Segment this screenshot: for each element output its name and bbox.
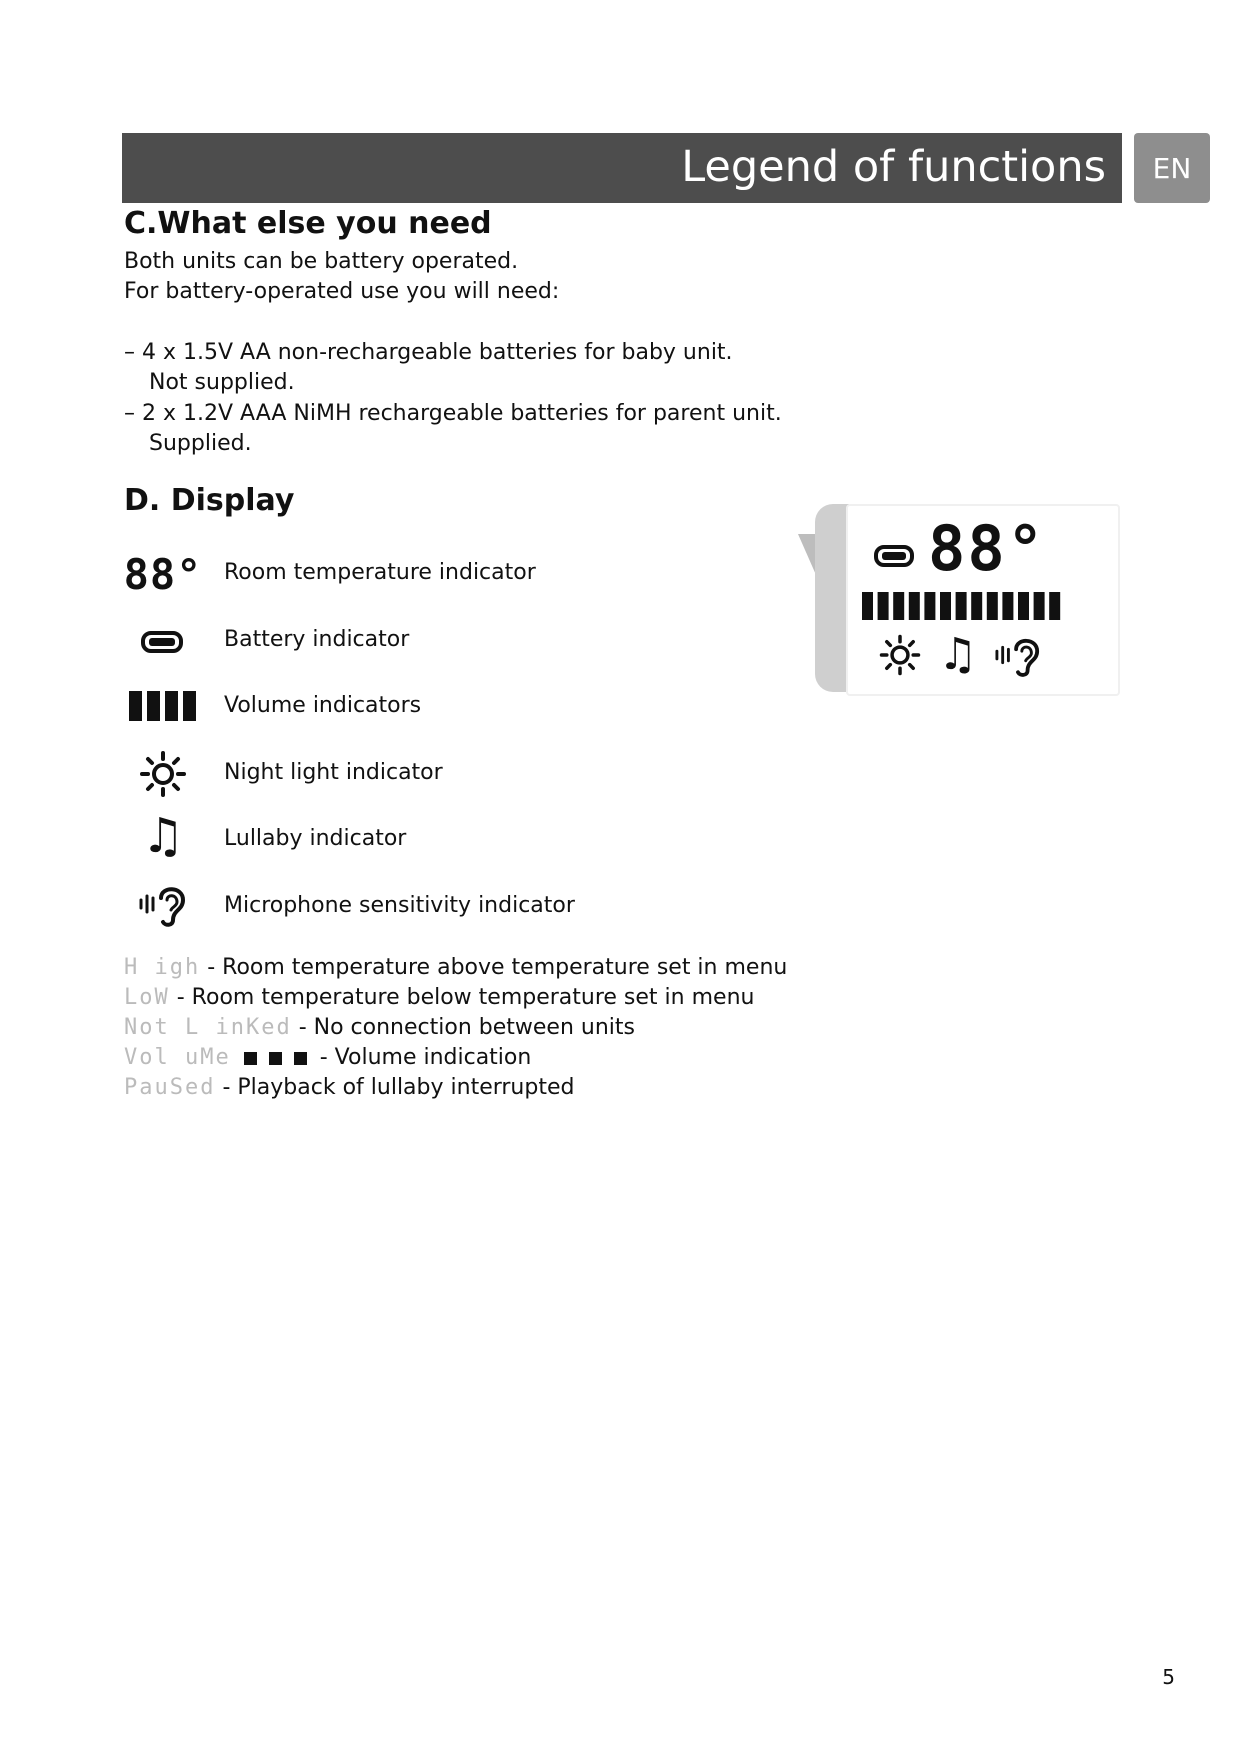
page-title: Legend of functions [681, 142, 1106, 192]
lcd-text: H igh [124, 955, 201, 980]
indicator-label-lullaby: Lullaby indicator [224, 826, 407, 851]
volume-segment [940, 592, 951, 620]
language-tab: EN [1134, 133, 1210, 203]
status-description: - Playback of lullaby interrupted [222, 1075, 575, 1100]
temperature-digits-icon: 88° [123, 549, 203, 599]
status-line-high [124, 955, 787, 980]
display-volume-bar [862, 590, 1066, 622]
status-line-paused [124, 1075, 574, 1100]
display-icon-row [878, 629, 1043, 680]
battery-icon [124, 624, 202, 660]
header-bar [122, 133, 1122, 203]
status-description: - No connection between units [298, 1015, 635, 1040]
battery-item-2-note: Supplied. [149, 431, 252, 456]
volume-segment [924, 592, 935, 620]
lcd-text: Vol uMe [124, 1045, 231, 1070]
status-description: - Room temperature above temperature set in menu [207, 955, 788, 980]
display-illustration [790, 498, 1130, 708]
battery-item-2: – 2 x 1.2V AAA NiMH rechargeable batteries for parent unit. [124, 401, 782, 426]
volume-segment [1049, 592, 1060, 620]
volume-segment [1018, 592, 1029, 620]
display-lullaby-icon: ♫ [938, 629, 978, 680]
status-line-not-linked [124, 1015, 635, 1040]
lullaby-note-icon: ♫ [141, 808, 185, 864]
section-d-heading: D. Display [124, 483, 295, 518]
volume-segment [956, 592, 967, 620]
display-temperature: 88° [928, 512, 1046, 585]
volume-segment [878, 592, 889, 620]
section-c-heading: C.What else you need [124, 206, 492, 241]
volume-square [294, 1052, 307, 1065]
indicator-label-microphone: Microphone sensitivity indicator [224, 893, 575, 918]
volume-segment [1034, 592, 1045, 620]
volume-segment [971, 592, 982, 620]
volume-segment [1002, 592, 1013, 620]
volume-segment [893, 592, 904, 620]
battery-item-1-note: Not supplied. [149, 370, 295, 395]
volume-square [244, 1052, 257, 1065]
display-night-light-icon [878, 633, 922, 677]
page-number: 5 [1162, 1665, 1175, 1689]
night-light-icon [124, 748, 202, 800]
status-description: - Room temperature below temperature set in menu [176, 985, 755, 1010]
display-screen [846, 504, 1120, 696]
indicator-label-volume: Volume indicators [224, 693, 422, 718]
lcd-text: PauSed [124, 1075, 216, 1100]
display-bezel [815, 504, 849, 692]
volume-segment [987, 592, 998, 620]
section-c-line-2: For battery-operated use you will need: [124, 279, 560, 304]
indicator-label-night-light: Night light indicator [224, 760, 443, 785]
indicator-label-battery: Battery indicator [224, 627, 410, 652]
indicator-label-temperature: Room temperature indicator [224, 560, 536, 585]
volume-segment [862, 592, 873, 620]
status-description: - Volume indication [319, 1045, 532, 1070]
section-c-line-1: Both units can be battery operated. [124, 249, 519, 274]
lcd-text: Not L inKed [124, 1015, 292, 1040]
status-line-low [124, 985, 754, 1010]
volume-bars-icon [124, 688, 202, 724]
volume-square [269, 1052, 282, 1065]
status-line-volume [124, 1045, 531, 1070]
volume-segment [909, 592, 920, 620]
lcd-text: LoW [124, 985, 170, 1010]
microphone-sensitivity-icon [124, 878, 202, 930]
battery-item-1: – 4 x 1.5V AA non-rechargeable batteries for baby unit. [124, 340, 733, 365]
display-battery-icon [874, 544, 916, 568]
display-microphone-icon [993, 632, 1043, 678]
